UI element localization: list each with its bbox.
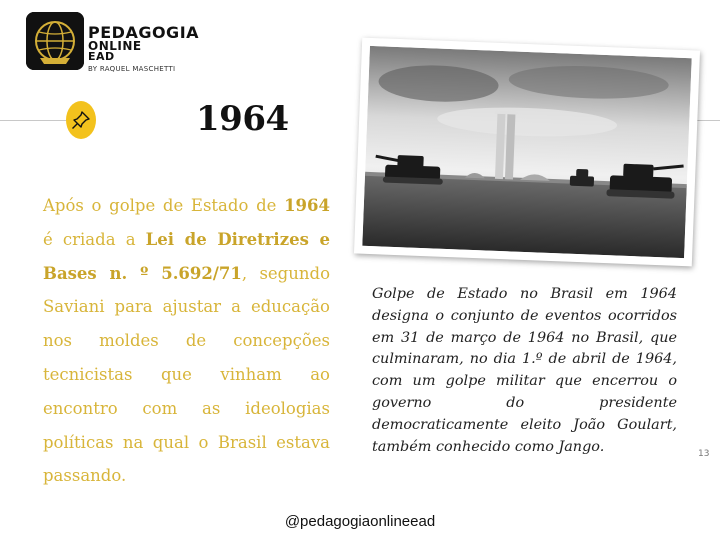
historical-photo	[354, 38, 700, 267]
body-text-part: Após o golpe de Estado de	[43, 196, 285, 215]
logo-subtitle-ead: EAD	[88, 50, 115, 63]
body-bold-law: Lei de Diretrizes e Bases n. º 5.692/71	[43, 229, 331, 283]
pin-badge	[66, 101, 96, 139]
tanks-congress-photo	[362, 46, 691, 258]
logo-title: PEDAGOGIA	[88, 23, 200, 42]
slide-title: 1964	[196, 99, 289, 139]
header-divider-right	[696, 120, 720, 121]
social-handle: @pedagogiaonlineead	[284, 513, 436, 530]
page-number: 13	[698, 449, 710, 459]
body-paragraph	[43, 189, 330, 493]
brand-logo	[26, 12, 226, 72]
pushpin-icon	[71, 110, 91, 130]
body-text-part: , segundo Saviani para ajustar a educação nos moldes de concepções tecnicistas que vinham ao encontro com as ideologias políticas na qual o Brasil estava passando.	[43, 263, 330, 486]
body-text-part: é criada a	[43, 229, 146, 249]
header-divider-left	[0, 120, 66, 121]
photo-caption: Golpe de Estado no Brasil em 1964 designa o conjunto de eventos ocorridos em 31 de março de 1964 no Brasil, que culminaram, no dia 1.º de abril de 1964, com um golpe militar que encerrou o governo do presidente democraticamente eleito João Goulart, também conhecido como Jango.	[372, 286, 677, 455]
logo-subtitle: ONLINE	[88, 39, 142, 53]
globe-emblem-icon	[26, 12, 84, 70]
body-bold-year: 1964	[284, 196, 330, 215]
logo-byline: BY RAQUEL MASCHETTI	[88, 65, 176, 73]
